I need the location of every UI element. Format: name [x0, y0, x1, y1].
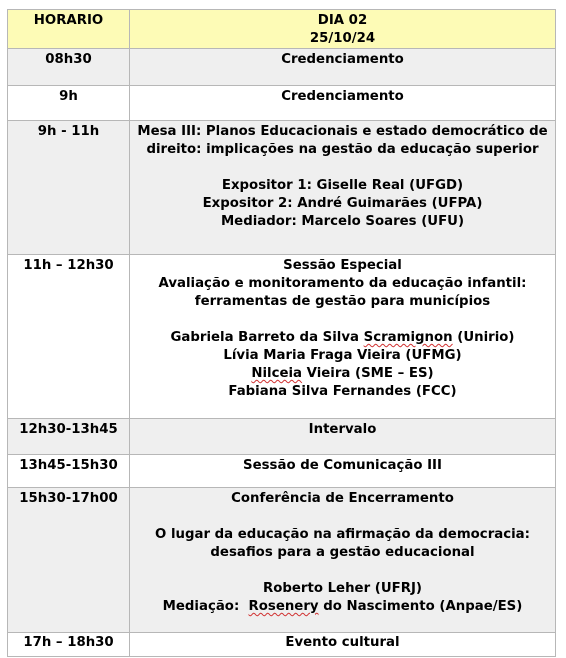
header-day: [130, 10, 556, 49]
row-time: 11h – 12h30: [8, 255, 130, 419]
header-horario: HORARIO: [8, 10, 130, 49]
schedule-row: [8, 49, 556, 86]
schedule-row: [8, 633, 556, 657]
row-title: Evento cultural: [130, 633, 556, 657]
row-time: 9h: [8, 86, 130, 121]
row-time: 12h30-13h45: [8, 419, 130, 455]
row-time: 08h30: [8, 49, 130, 86]
schedule-row: [8, 488, 556, 633]
participant-name: Fabiana Silva Fernandes (FCC): [228, 384, 457, 399]
row-details: [130, 255, 556, 419]
schedule-row: [8, 121, 556, 255]
participant-name: Lívia Maria Fraga Vieira (UFMG): [223, 348, 462, 363]
participant-name: Mediação: Rosenery do Nascimento (Anpae/ES): [162, 599, 523, 614]
row-title: Intervalo: [130, 419, 556, 455]
row-details: [130, 488, 556, 633]
header-date: 25/10/24: [309, 31, 376, 46]
participant-name: Gabriela Barreto da Silva Scramignon (Unirio): [170, 330, 515, 345]
header-row: [8, 10, 556, 49]
header-day-label: DIA 02: [317, 13, 368, 28]
participant-name: Expositor 2: André Guimarães (UFPA): [202, 196, 483, 211]
schedule-row: [8, 86, 556, 121]
schedule-row: [8, 419, 556, 455]
session-title: Mesa III: Planos Educacionais e estado democrático de direito: implicações na gestão da educação superior: [137, 124, 548, 157]
session-subtitle: O lugar da educação na afirmação da democracia: desafios para a gestão educacional: [155, 527, 530, 560]
participant-name: Nilceia Vieira (SME – ES): [251, 366, 434, 381]
session-subtitle: Avaliação e monitoramento da educação infantil: ferramentas de gestão para municípios: [158, 276, 527, 309]
row-title: Credenciamento: [130, 86, 556, 121]
row-details: [130, 121, 556, 255]
row-time: 17h – 18h30: [8, 633, 130, 657]
session-title: Conferência de Encerramento: [231, 491, 454, 506]
participant-name: Mediador: Marcelo Soares (UFU): [220, 214, 465, 229]
participant-name: Roberto Leher (UFRJ): [263, 581, 422, 596]
schedule-row: [8, 455, 556, 488]
row-time: 9h - 11h: [8, 121, 130, 255]
row-time: 13h45-15h30: [8, 455, 130, 488]
session-title: Sessão Especial: [283, 258, 402, 273]
row-time: 15h30-17h00: [8, 488, 130, 633]
row-title: Sessão de Comunicação III: [130, 455, 556, 488]
schedule-table: [7, 9, 556, 657]
participant-name: Expositor 1: Giselle Real (UFGD): [221, 178, 464, 193]
schedule-row: [8, 255, 556, 419]
row-title: Credenciamento: [130, 49, 556, 86]
